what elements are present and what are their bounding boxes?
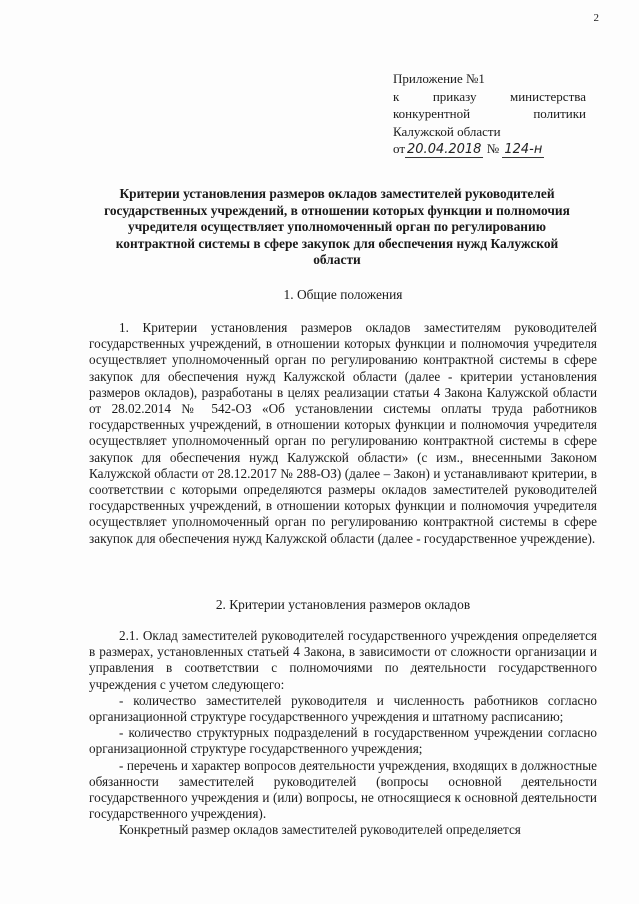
section-2-body bbox=[89, 628, 597, 839]
criteria-item-3: - перечень и характер вопросов деятельности учреждения, входящих в должностные обязанности заместителей руководителей (вопросы основной деятельности государственного учреждения и (или) вопросы, не относящиеся к основной деятельности государственного учреждения). bbox=[89, 757, 597, 822]
criteria-item-1: - количество заместителей руководителя и численность работников согласно организационной структуре государственного учреждения и штатному расписанию; bbox=[89, 692, 597, 725]
date-prefix: от bbox=[393, 141, 406, 156]
section-2-heading: 2. Критерии установления размеров окладов bbox=[215, 597, 471, 612]
document-title: Критерии установления размеров окладов заместителей руководителей государственных учреждений, в отношении которых функции и полномочия учредителя осуществляет уполномоченный орган по регулированию контрактной системы в сфере закупок для обеспечения нужд Калужской области bbox=[104, 186, 570, 267]
appendix-order-line: к приказу министерства bbox=[393, 88, 586, 104]
section-2-paragraph-2: Конкретный размер окладов заместителей руководителей определяется bbox=[119, 822, 521, 838]
section-2-paragraph-1: 2.1. Оклад заместителей руководителей государственного учреждения определяется в размерах, установленных статьей 4 Закона, в зависимости от сложности организации и управления в соответствии с полномочиями по деятельности государственного учреждения с учетом следующего: bbox=[89, 628, 597, 692]
appendix-ministry-line: конкурентной политики bbox=[393, 106, 586, 121]
handwritten-number: 124-н bbox=[504, 142, 543, 157]
criteria-item-2: - количество структурных подразделений в государственном учреждении согласно организационной структуре государственного учреждения; bbox=[89, 725, 597, 757]
page-number: 2 bbox=[593, 12, 599, 24]
section-1-body bbox=[89, 320, 597, 547]
appendix-date-line bbox=[393, 140, 586, 158]
section-1-heading: 1. Общие положения bbox=[283, 287, 403, 302]
section-1-paragraph: 1. Критерии установления размеров окладов заместителям руководителей государственных учреждений, в отношении которых функции и полномочия учредителя осуществляет уполномоченный орган по регулированию контрактной системы в сфере закупок для обеспечения нужд Калужской области (далее - критерии установления размеров окладов), разработаны в целях реализации статьи 4 Закона Калужской области от 28.02.2014 № 542-ОЗ «Об установлении системы оплаты труда работников государственных учреждений, в отношении которых функции и полномочия учредителя осуществляет уполномоченный орган по регулированию контрактной системы в сфере закупок для обеспечения нужд Калужской области» (с изм., внесенными Законом Калужской области от 28.12.2017 № 288-ОЗ) (далее – Закон) и устанавливают критерии, в соответствии с которыми определяются размеры окладов заместителей руководителей государственных учреждений, в отношении которых функции и полномочия учредителя осуществляет уполномоченный орган по регулированию контрактной системы в сфере закупок для обеспечения нужд Калужской области (далее - государственное учреждение). bbox=[89, 320, 597, 546]
appendix-region-line: Калужской области bbox=[393, 123, 501, 139]
appendix-title: Приложение №1 bbox=[393, 71, 485, 86]
number-prefix: № bbox=[486, 141, 500, 156]
handwritten-date: 20.04.2018 bbox=[407, 142, 482, 157]
appendix-block bbox=[393, 70, 586, 158]
